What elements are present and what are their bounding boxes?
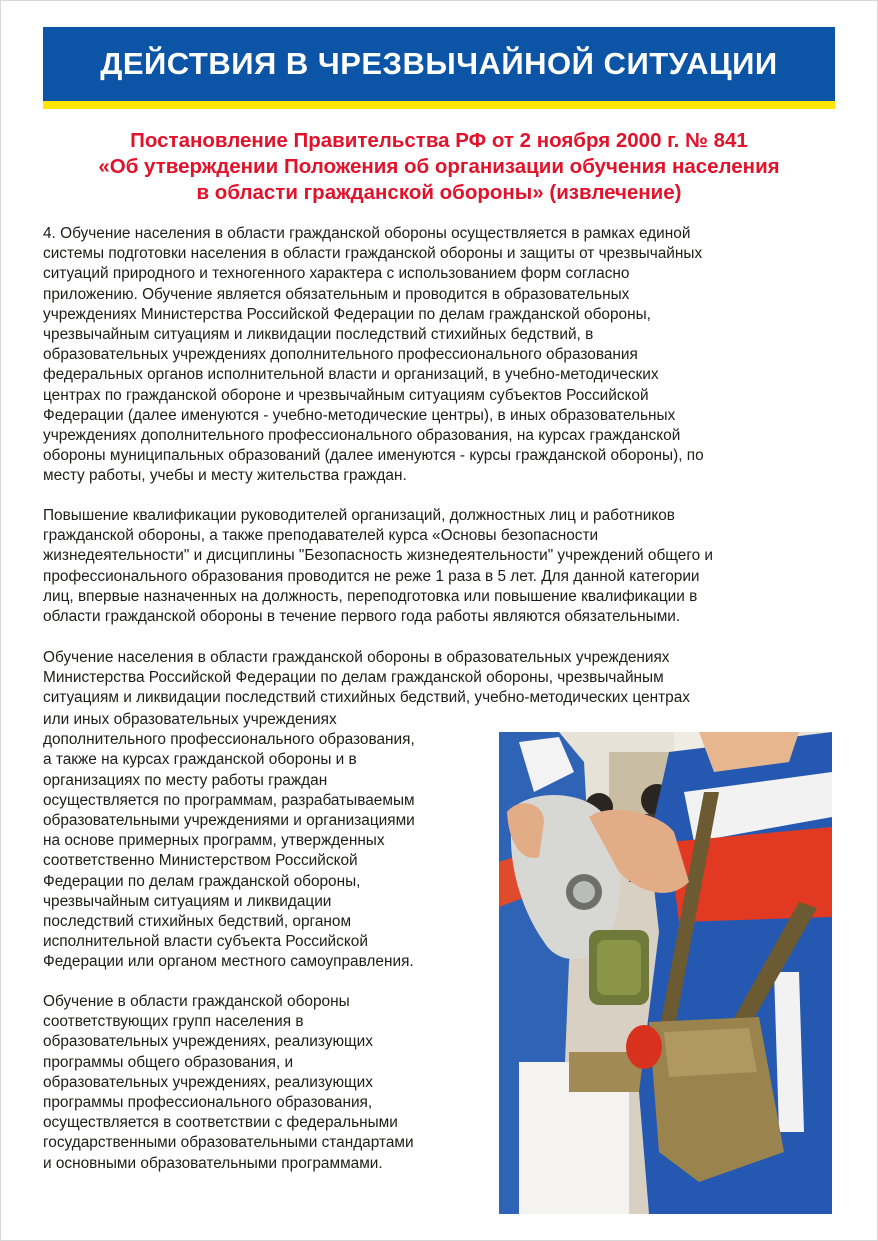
text-line: Обучение в области гражданской обороны bbox=[43, 993, 350, 1010]
text-line: Повышение квалификации руководителей организаций, должностных лиц и работников bbox=[43, 507, 675, 524]
text-line: ситуациям и ликвидации последствий стихийных бедствий, учебно-методических центрах bbox=[43, 689, 690, 707]
text-line: 4. Обучение населения в области гражданской обороны осуществляется в рамках единой bbox=[43, 225, 691, 242]
text-line: ситуаций природного и техногенного характера с использованием форм согласно bbox=[43, 265, 630, 283]
text-line: Федерации или органом местного самоуправления. bbox=[43, 953, 414, 971]
text-line: образовательными учреждениями и организациями bbox=[43, 812, 415, 830]
photo-illustration bbox=[499, 732, 832, 1214]
text-line: федеральных органов исполнительной власти и организаций, в учебно-методических bbox=[43, 366, 659, 384]
title-banner bbox=[43, 27, 835, 109]
subtitle-line: в области гражданской обороны» (извлечение) bbox=[196, 181, 682, 204]
text-line: исполнительной власти субъекта Российской bbox=[43, 933, 368, 951]
text-line: месту работы, учебы и месту жительства граждан. bbox=[43, 467, 407, 485]
page-title: ДЕЙСТВИЯ В ЧРЕЗВЫЧАЙНОЙ СИТУАЦИИ bbox=[100, 46, 778, 81]
text-line: области гражданской обороны в течение первого года работы являются обязательными. bbox=[43, 608, 681, 626]
paragraph-training-system bbox=[43, 224, 843, 487]
text-line: образовательных учреждениях дополнительного профессионального образования bbox=[43, 346, 638, 364]
paragraph-standards bbox=[43, 992, 488, 1174]
text-line: приложению. Обучение является обязательным и проводится в образовательных bbox=[43, 285, 630, 303]
text-line: соответствующих групп населения в bbox=[43, 1013, 304, 1031]
text-line: соответственно Министерством Российской bbox=[43, 852, 358, 870]
paragraph-programs bbox=[43, 710, 488, 973]
subtitle-line: «Об утверждении Положения об организации обучения населения bbox=[98, 155, 780, 178]
text-line: программы профессионального образования, bbox=[43, 1094, 373, 1112]
text-line: гражданской обороны, а также преподавателей курса «Основы безопасности bbox=[43, 527, 599, 545]
paragraph-programs-intro bbox=[43, 648, 843, 709]
text-line: жизнедеятельности" и дисциплины "Безопасность жизнедеятельности" учреждений общего и bbox=[43, 547, 714, 565]
gas-mask-training-photo bbox=[499, 732, 832, 1214]
text-line: лиц, впервые назначенных на должность, переподготовка или повышение квалификации в bbox=[43, 587, 698, 605]
text-line: осуществляется по программам, разрабатываемым bbox=[43, 791, 415, 809]
subtitle-line: Постановление Правительства РФ от 2 ноября 2000 г. № 841 bbox=[130, 129, 748, 152]
text-line: Федерации (далее именуются - учебно-методические центры), в иных образовательных bbox=[43, 406, 676, 424]
text-line: учреждениях Министерства Российской Федерации по делам гражданской обороны, bbox=[43, 305, 651, 323]
decree-subtitle bbox=[30, 128, 848, 206]
text-line: системы подготовки населения в области гражданской обороны и защиты от чрезвычайных bbox=[43, 245, 703, 263]
text-line: и основными образовательными программами. bbox=[43, 1154, 383, 1172]
text-line: чрезвычайным ситуациям и ликвидации последствий стихийных бедствий, в bbox=[43, 326, 594, 344]
paragraph-qualification bbox=[43, 506, 843, 627]
text-line: чрезвычайным ситуациям и ликвидации bbox=[43, 892, 332, 910]
text-line: образовательных учреждениях, реализующих bbox=[43, 1073, 373, 1091]
text-line: а также на курсах гражданской обороны и в bbox=[43, 751, 357, 769]
text-line: учреждениях дополнительного профессионального образования, на курсах гражданской bbox=[43, 427, 681, 445]
text-line: программы общего образования, и bbox=[43, 1053, 294, 1071]
text-line: Министерства Российской Федерации по делам гражданской обороны, чрезвычайным bbox=[43, 669, 664, 687]
text-line: профессионального образования проводится не реже 1 раза в 5 лет. Для данной категории bbox=[43, 567, 700, 585]
text-line: государственными образовательными стандартами bbox=[43, 1134, 414, 1152]
text-line: организациях по месту работы граждан bbox=[43, 771, 328, 789]
text-line: обороны муниципальных образований (далее именуются - курсы гражданской обороны), по bbox=[43, 447, 704, 465]
text-line: Обучение населения в области гражданской обороны в образовательных учреждениях bbox=[43, 649, 670, 666]
text-line: на основе примерных программ, утвержденных bbox=[43, 832, 385, 850]
text-line: Федерации по делам гражданской обороны, bbox=[43, 872, 361, 890]
text-line: осуществляется в соответствии с федеральными bbox=[43, 1114, 398, 1132]
text-line: дополнительного профессионального образования, bbox=[43, 731, 415, 749]
text-line: центрах по гражданской обороне и чрезвычайным ситуациям субъектов Российской bbox=[43, 386, 649, 404]
text-line: последствий стихийных бедствий, органом bbox=[43, 913, 352, 931]
text-line: или иных образовательных учреждениях bbox=[43, 711, 337, 728]
text-line: образовательных учреждениях, реализующих bbox=[43, 1033, 373, 1051]
